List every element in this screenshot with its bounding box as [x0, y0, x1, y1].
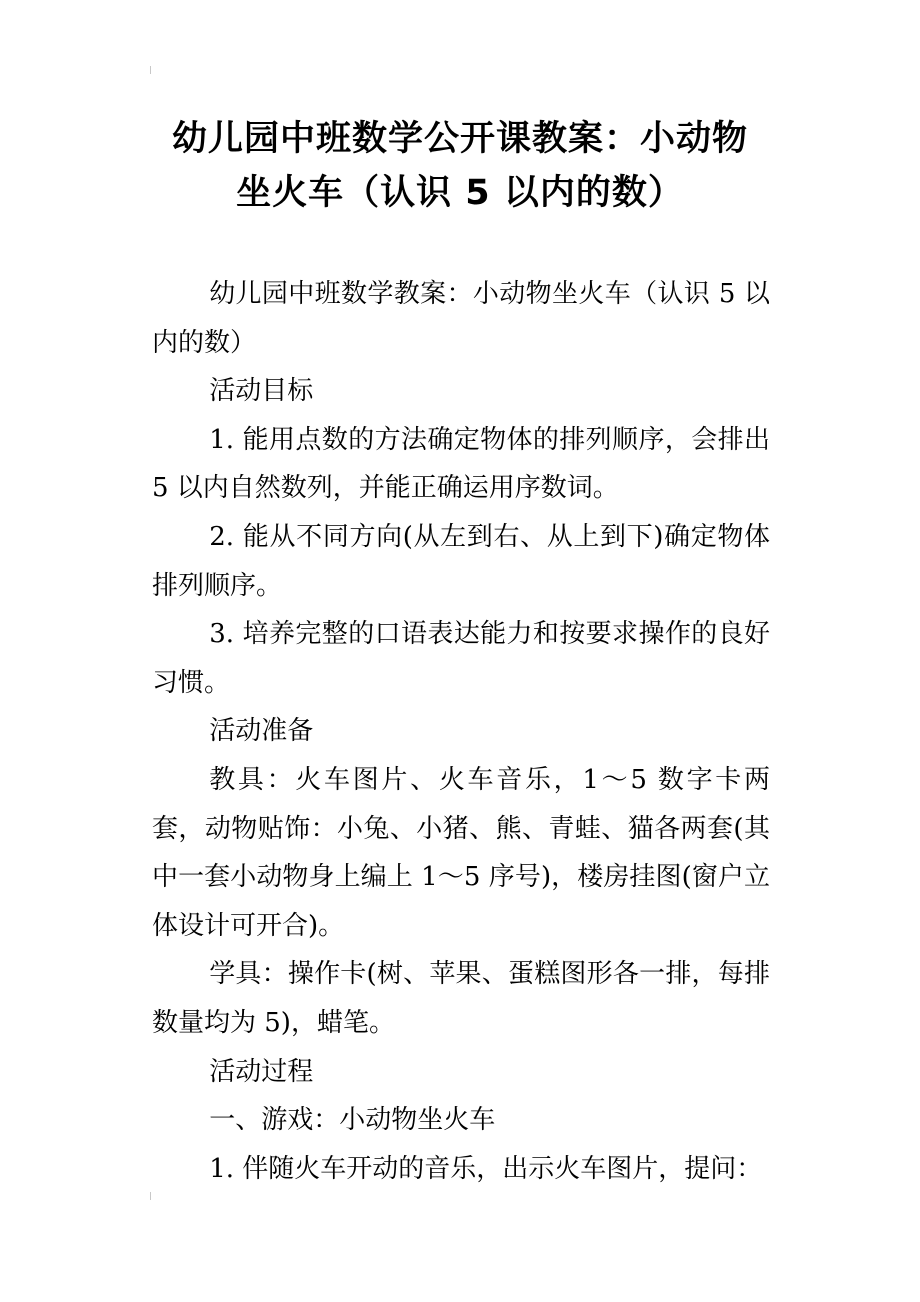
- title-line-2: 坐火车（认识 5 以内的数）: [236, 173, 684, 213]
- document-body: [152, 270, 770, 1193]
- paragraph-intro: 幼儿园中班数学教案：小动物坐火车（认识 5 以内的数）: [152, 279, 770, 358]
- page-corner-mark-top: [150, 66, 155, 74]
- paragraph-goal-1: 1. 能用点数的方法确定物体的排列顺序，会排出 5 以内自然数列，并能正确运用序数词。: [152, 424, 770, 504]
- paragraph-game-heading: 一、游戏：小动物坐火车: [209, 1105, 496, 1136]
- paragraph-teaching-aids: 教具：火车图片、火车音乐，1～5 数字卡两套，动物贴饰：小兔、小猪、熊、青蛙、猫各两套(其中一套小动物身上编上 1～5 序号)，楼房挂图(窗户立体设计可开合)。: [152, 764, 770, 941]
- paragraph-step-1: 1. 伴随火车开动的音乐，出示火车图片，提问：: [209, 1153, 763, 1184]
- paragraph-goal-3: 3. 培养完整的口语表达能力和按要求操作的良好习惯。: [152, 619, 770, 698]
- title-line-1: 幼儿园中班数学公开课教案：小动物: [171, 119, 748, 159]
- document-title: [120, 112, 800, 220]
- page-corner-mark-bottom: [150, 1192, 155, 1200]
- paragraph-learning-aids: 学具：操作卡(树、苹果、蛋糕图形各一排，每排数量均为 5)，蜡笔。: [152, 959, 770, 1038]
- paragraph-goal-2: 2. 能从不同方向(从左到右、从上到下)确定物体排列顺序。: [152, 521, 770, 601]
- section-heading-preparation: 活动准备: [209, 716, 314, 747]
- section-heading-process: 活动过程: [209, 1056, 314, 1087]
- section-heading-goals: 活动目标: [209, 376, 314, 407]
